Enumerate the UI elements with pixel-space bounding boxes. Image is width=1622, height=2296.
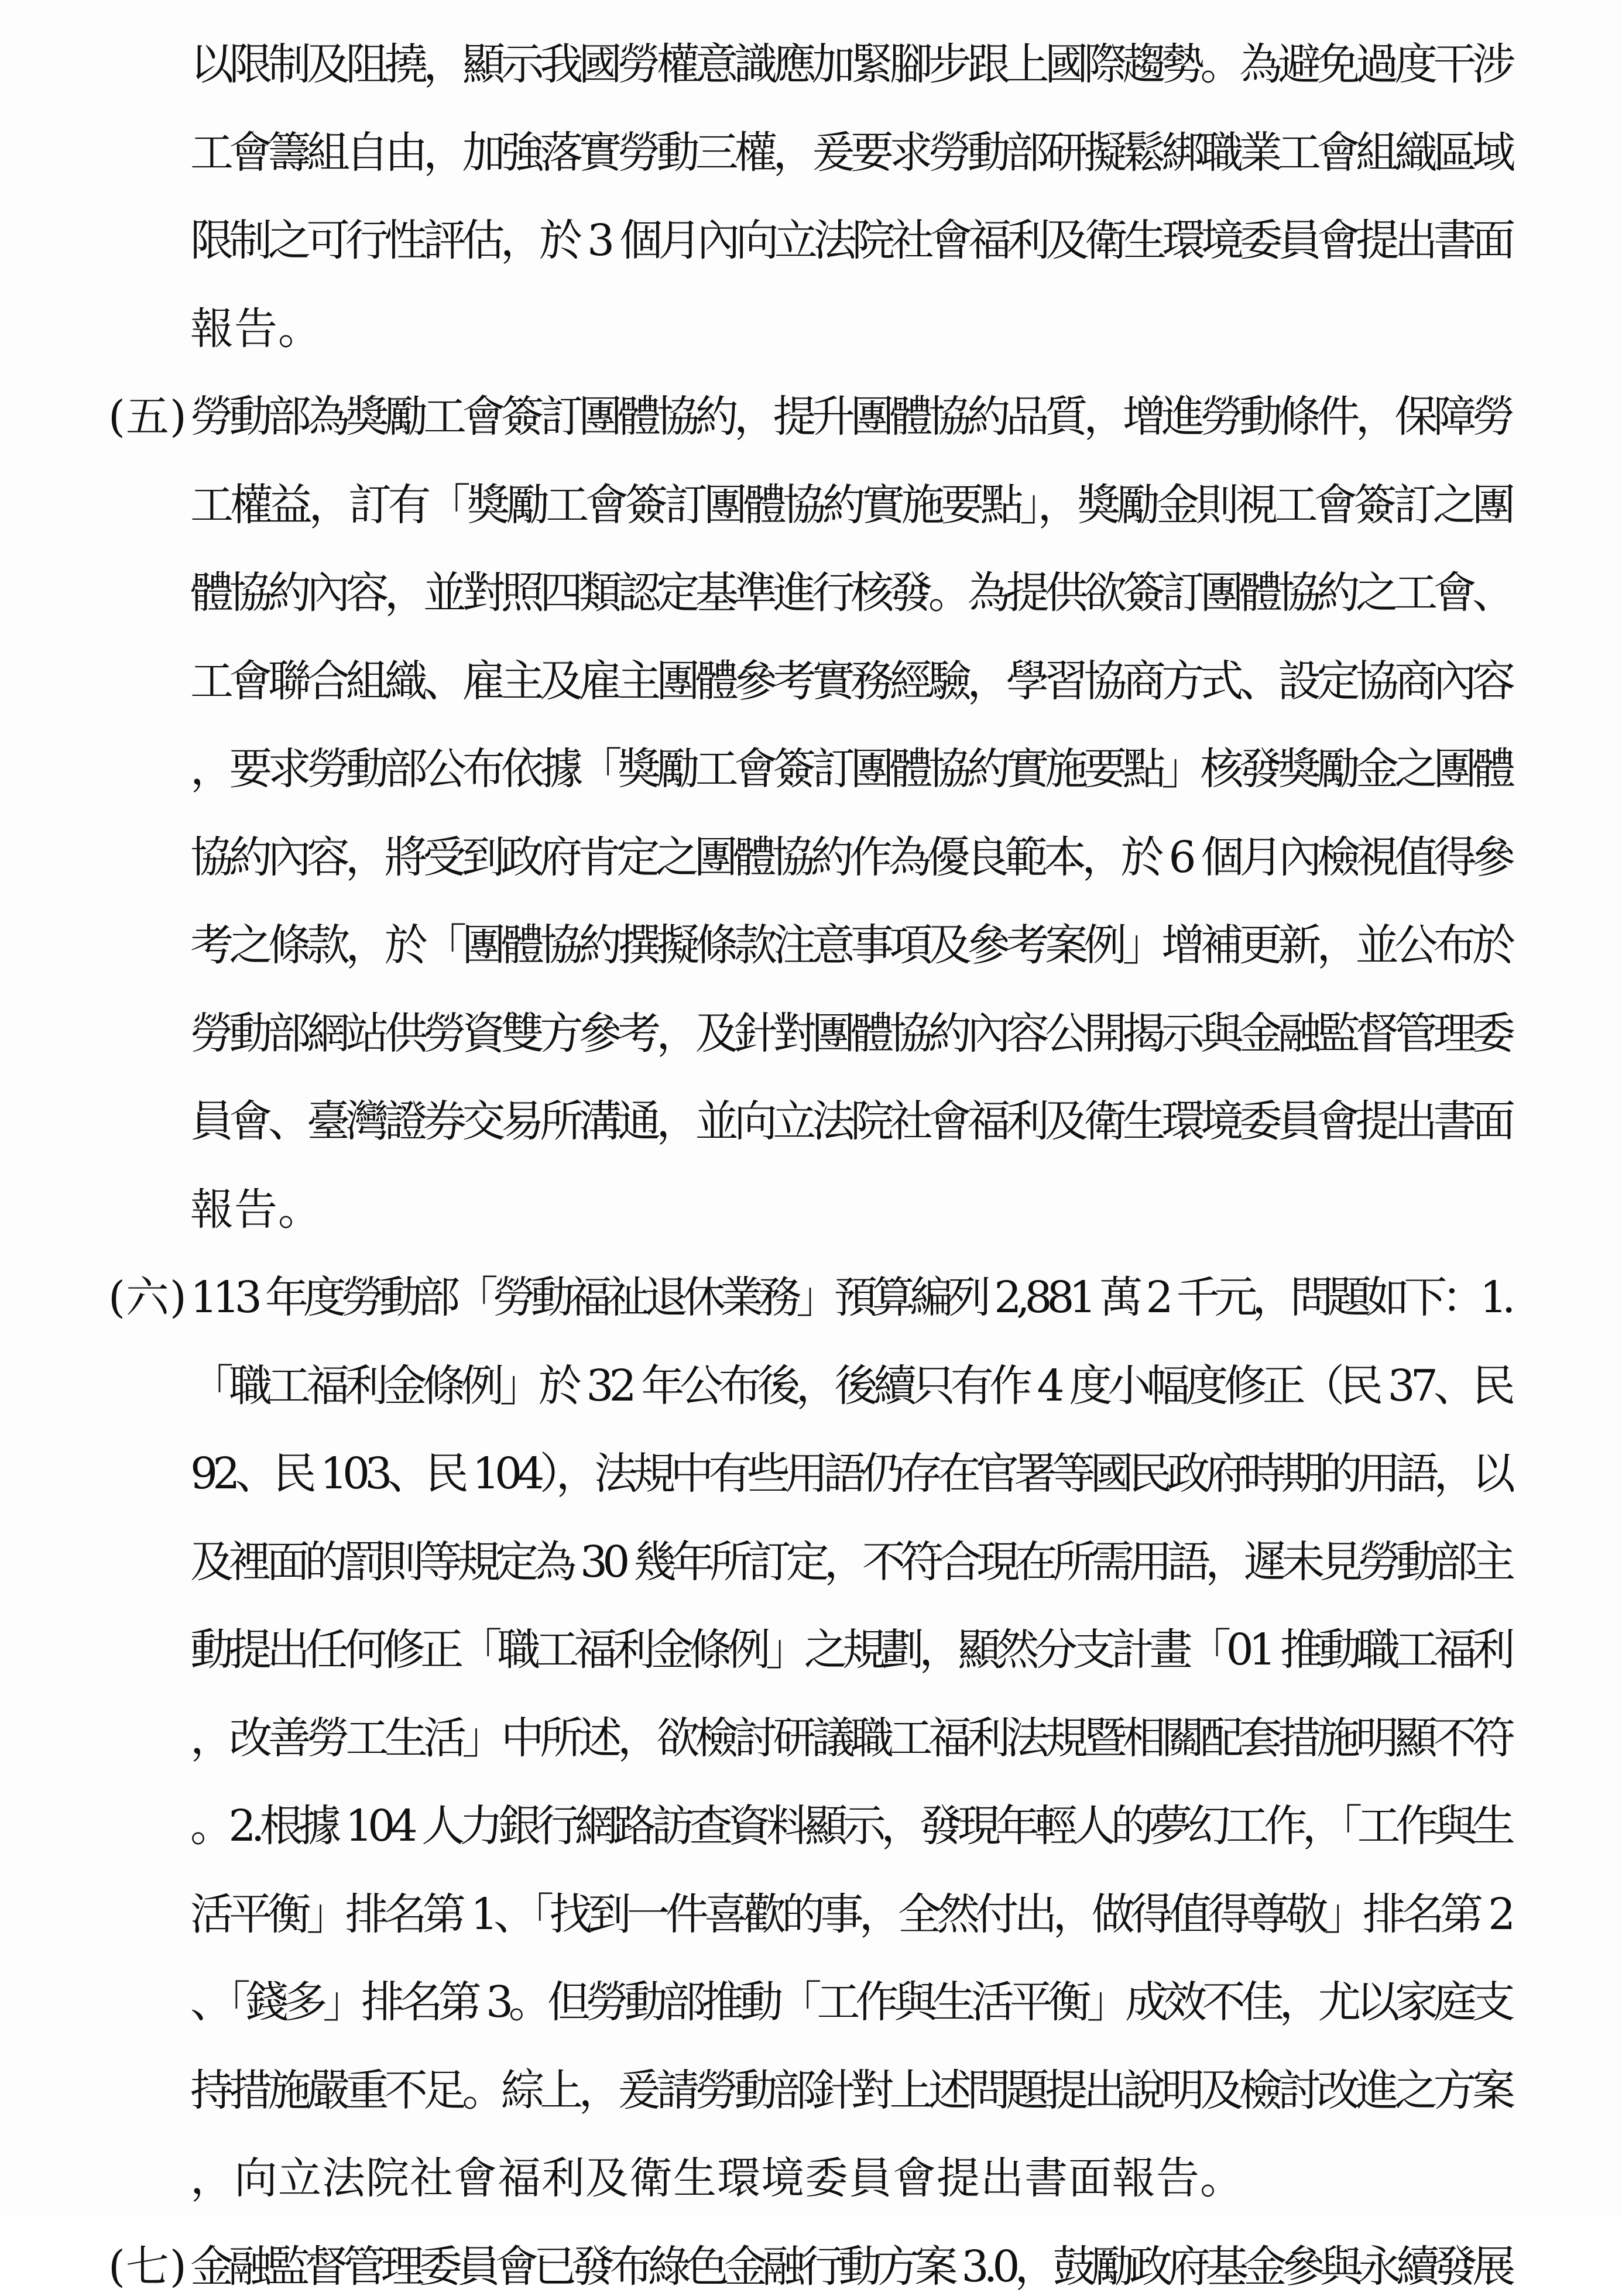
- paragraph-line: 勞動部網站供勞資雙方參考，及針對團體協約內容公開揭示與金融監督管理委: [190, 1008, 1511, 1059]
- paragraph-label: (七): [108, 2241, 187, 2292]
- paragraph-line: 工會籌組自由，加強落實勞動三權，爰要求勞動部研擬鬆綁職業工會組織區域: [190, 127, 1511, 178]
- paragraph-line: 以限制及阻撓，顯示我國勞權意識應加緊腳步跟上國際趨勢。為避免過度干涉: [190, 39, 1511, 90]
- paragraph-line: 、「錢多」排名第 3。但勞動部推動「工作與生活平衡」成效不佳，尤以家庭支: [190, 1977, 1511, 2027]
- paragraph-line: ，改善勞工生活」中所述，欲檢討研議職工福利法規暨相關配套措施明顯不符: [190, 1712, 1511, 1763]
- paragraph-line: 活平衡」排名第 1、「找到一件喜歡的事，全然付出，做得值得尊敬」排名第 2: [190, 1889, 1511, 1940]
- paragraph-line: 及裡面的罰則等規定為 30 幾年所訂定，不符合現在所需用語，遲未見勞動部主: [190, 1536, 1511, 1587]
- paragraph-line: 員會、臺灣證券交易所溝通，並向立法院社會福利及衛生環境委員會提出書面: [190, 1096, 1511, 1147]
- paragraph-line: ，向立法院社會福利及衛生環境委員會提出書面報告。: [190, 2153, 1244, 2204]
- paragraph-line: 「職工福利金條例」於 32 年公布後，後續只有作 4 度小幅度修正（民 37、民: [190, 1360, 1511, 1411]
- paragraph-line: 工權益，訂有「獎勵工會簽訂團體協約實施要點」，獎勵金則視工會簽訂之團: [190, 479, 1512, 530]
- paragraph-line: 勞動部為獎勵工會簽訂團體協約，提升團體協約品質，增進勞動條件，保障勞: [190, 392, 1511, 442]
- paragraph-line: 報告。: [190, 1184, 322, 1235]
- paragraph-label: (五): [108, 392, 187, 442]
- paragraph-line: 工會聯合組織、雇主及雇主團體參考實務經驗，學習協商方式、設定協商內容: [190, 655, 1511, 706]
- paragraph-line: 體協約內容，並對照四類認定基準進行核發。為提供欲簽訂團體協約之工會、: [190, 568, 1511, 618]
- paragraph-line: 持措施嚴重不足。綜上，爰請勞動部針對上述問題提出說明及檢討改進之方案: [190, 2065, 1511, 2116]
- paragraph-line: 報告。: [190, 303, 322, 354]
- paragraph-line: 113 年度勞動部「勞動福祉退休業務」預算編列 2,881 萬 2 千元，問題如下：1.: [190, 1272, 1511, 1323]
- paragraph-line: 動提出任何修正「職工福利金條例」之規劃，顯然分支計畫「01 推動職工福利: [190, 1625, 1511, 1675]
- paragraph-line: 92、民 103、民 104），法規中有些用語仍存在官署等國民政府時期的用語，以: [190, 1449, 1510, 1499]
- paragraph-line: 。2.根據 104 人力銀行網路訪查資料顯示，發現年輕人的夢幻工作，「工作與生: [190, 1801, 1511, 1851]
- paragraph-line: 考之條款，於「團體協約撰擬條款注意事項及參考案例」增補更新，並公布於: [190, 920, 1511, 970]
- paragraph-line: 協約內容，將受到政府肯定之團體協約作為優良範本，於 6 個月內檢視值得參: [190, 832, 1511, 883]
- paragraph-line: ，要求勞動部公布依據「獎勵工會簽訂團體協約實施要點」核發獎勵金之團體: [190, 744, 1511, 794]
- paragraph-line: 限制之可行性評估，於 3 個月內向立法院社會福利及衛生環境委員會提出書面: [190, 215, 1511, 266]
- paragraph-line: 金融監督管理委員會已發布綠色金融行動方案 3.0，鼓勵政府基金參與永續發展: [190, 2241, 1511, 2292]
- paragraph-label: (六): [108, 1272, 187, 1323]
